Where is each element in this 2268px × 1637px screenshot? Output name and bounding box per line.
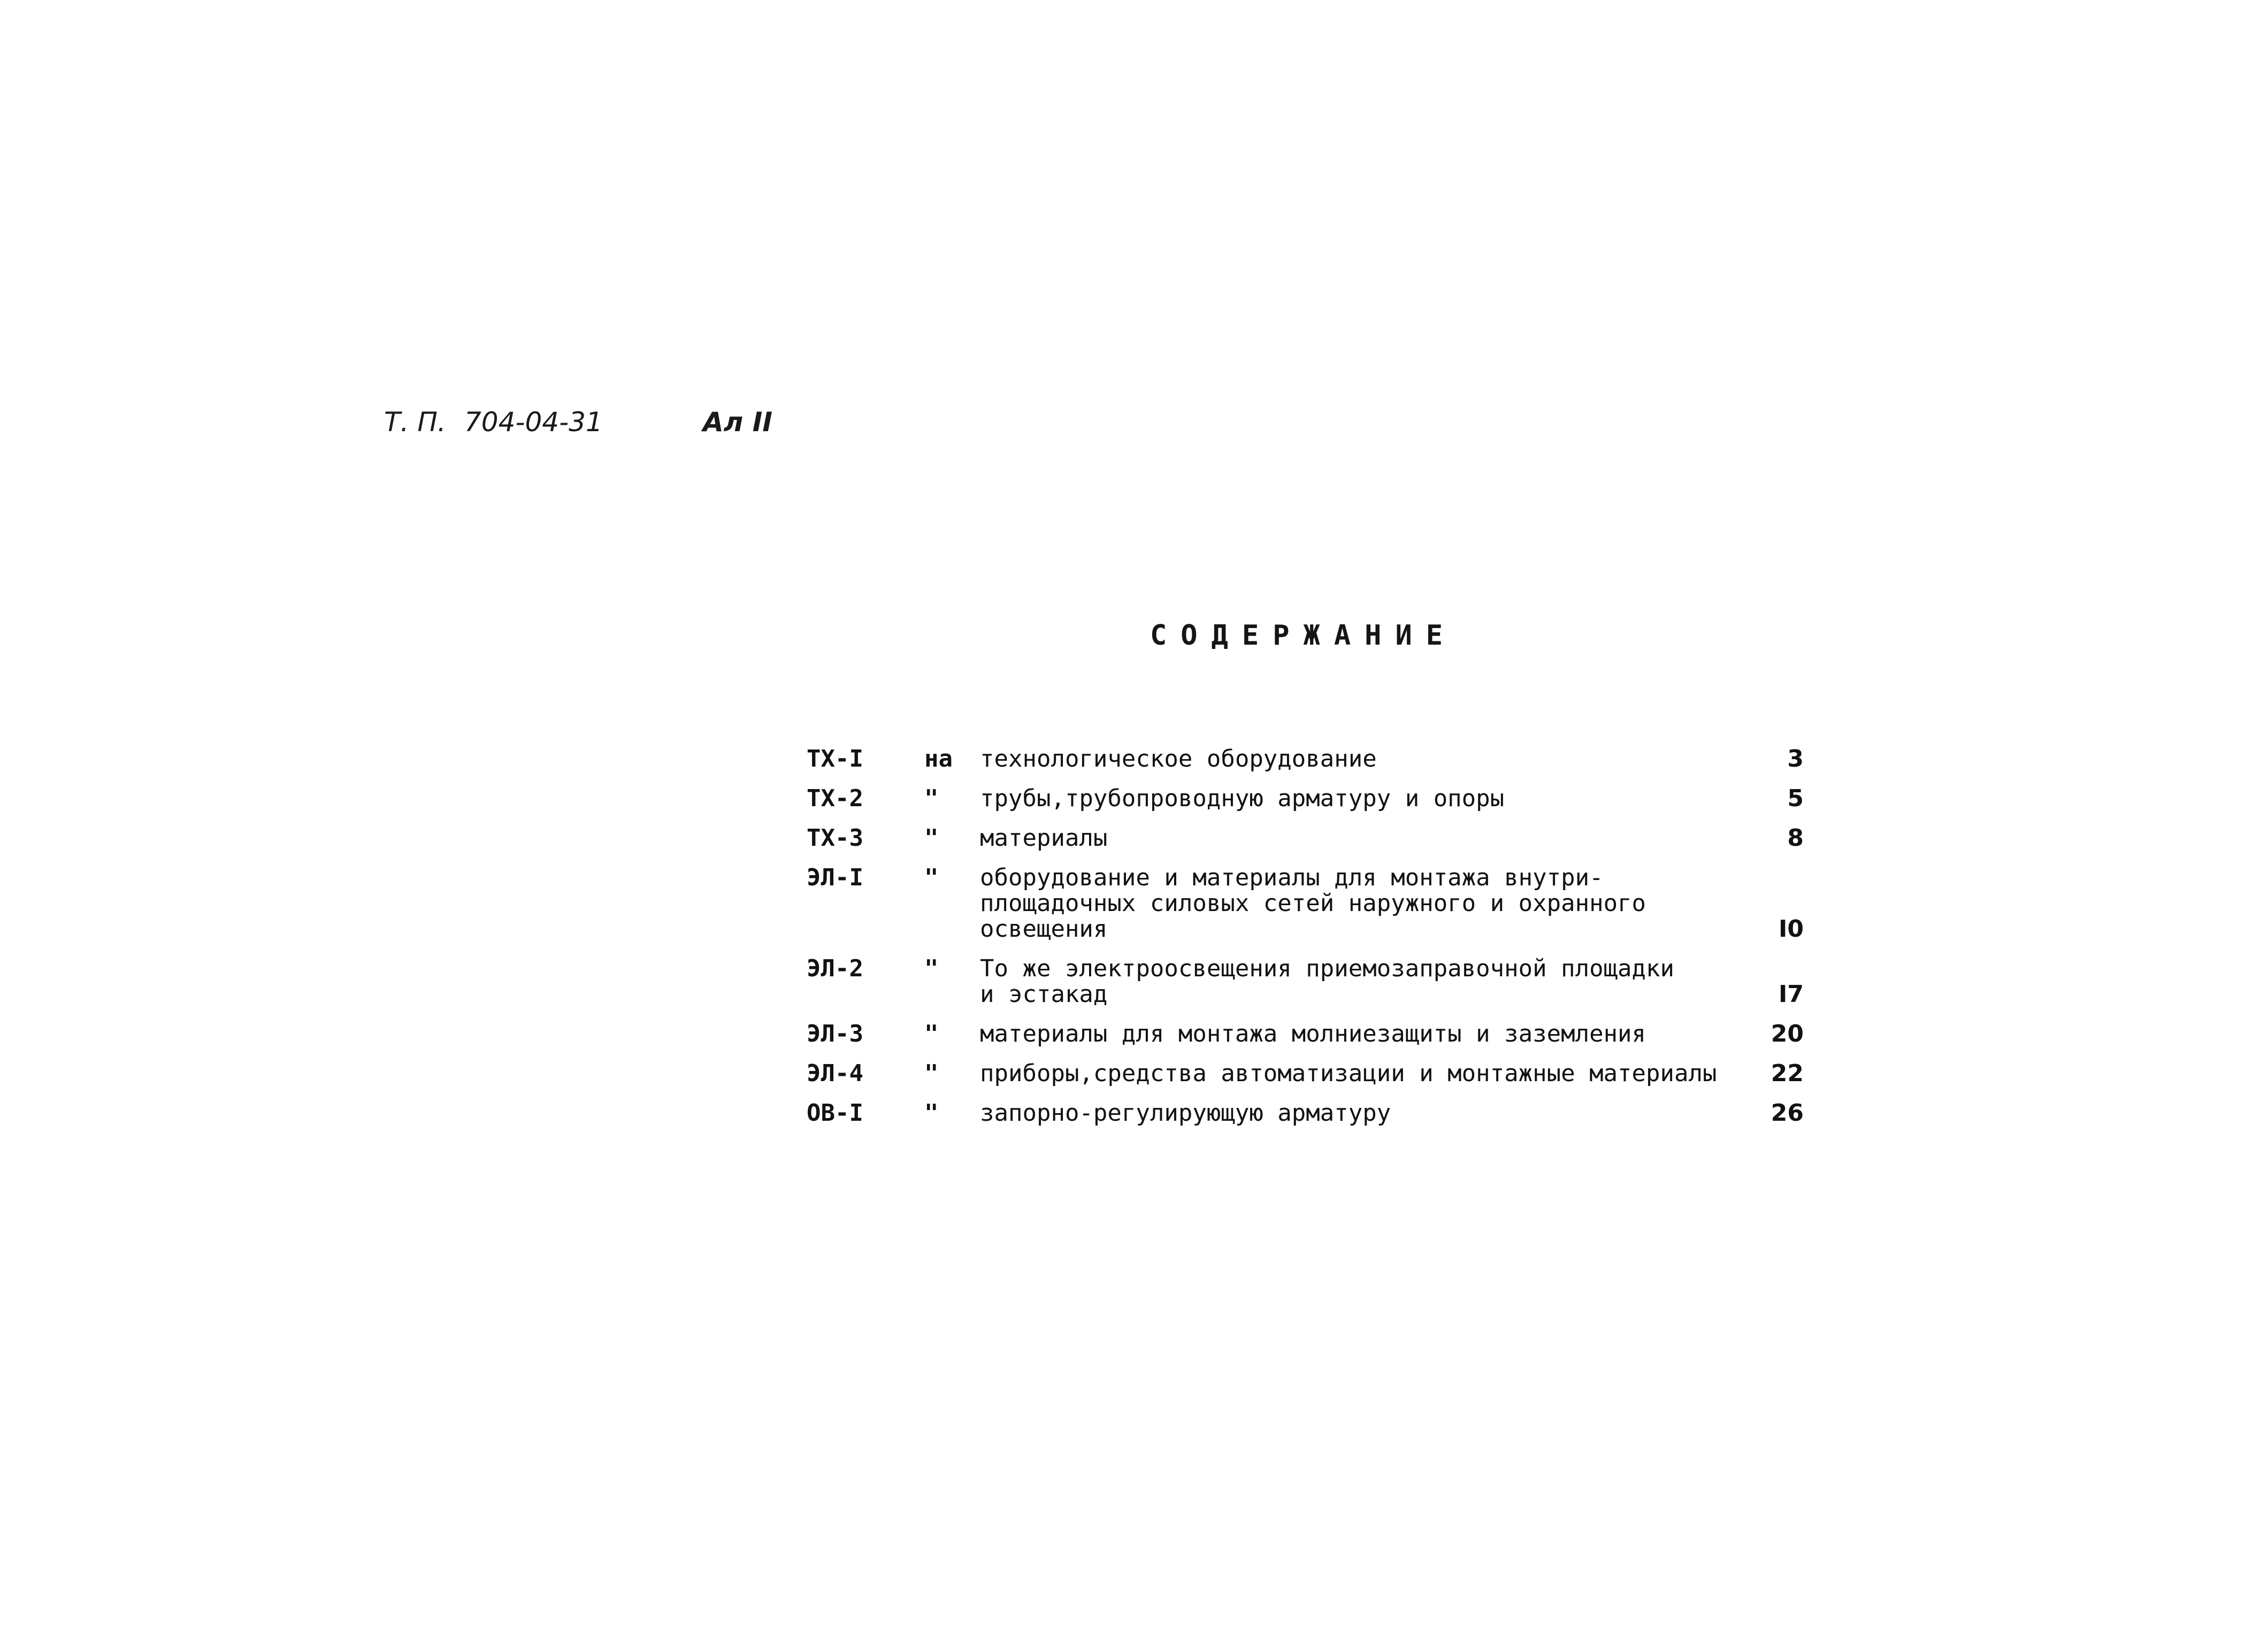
toc-prefix: " [924,1099,939,1127]
toc-description [980,825,1750,851]
toc-description-line: трубы,трубопроводную арматуру и опоры [980,785,1505,812]
toc-row [807,865,1807,942]
toc-page-number: 8 [1787,824,1804,852]
toc-prefix: на [924,745,953,772]
toc-description-line: площадочных силовых сетей наружного и охранного [980,890,1646,917]
toc-prefix: " [924,864,939,891]
table-of-contents [807,746,1807,1140]
toc-section-code: ЭЛ-3 [807,1020,863,1047]
toc-description-line: материалы [980,824,1108,852]
toc-description-line: оборудование и материалы для монтажа внутри- [980,864,1604,891]
toc-description-line: освещения [980,915,1108,943]
toc-section-code: ТХ-2 [807,785,863,812]
stamp-project-number: 704-04-31 [464,407,603,438]
toc-description [980,1100,1750,1126]
toc-description [980,1061,1750,1087]
toc-description-line: приборы,средства автоматизации и монтажные материалы [980,1060,1717,1087]
toc-page-number: 3 [1787,745,1804,772]
toc-description [980,1021,1750,1047]
toc-row [807,1021,1807,1047]
stamp-album: Ал II [703,407,772,438]
toc-prefix: " [924,1060,939,1087]
toc-section-code: ТХ-3 [807,824,863,852]
page-title: СОДЕРЖАНИЕ [1150,619,1457,652]
toc-description [980,865,1750,942]
toc-description-line: То же электроосвещения приемозаправочной площадки [980,955,1675,982]
toc-page-number: 26 [1771,1099,1804,1127]
toc-description-line: технологическое оборудование [980,745,1377,772]
toc-page-number: 22 [1771,1060,1804,1087]
toc-section-code: ЭЛ-2 [807,955,863,982]
toc-page-number: 5 [1787,785,1804,812]
toc-row [807,1061,1807,1087]
toc-prefix: " [924,1020,939,1047]
toc-prefix: " [924,785,939,812]
toc-page-number: I7 [1779,981,1804,1008]
toc-description [980,746,1750,772]
toc-row [807,956,1807,1007]
toc-row [807,1100,1807,1126]
toc-page-number: 20 [1771,1020,1804,1047]
toc-description-line: запорно-регулирующую арматуру [980,1099,1391,1127]
toc-section-code: ЭЛ-I [807,864,863,891]
toc-description-line: и эстакад [980,981,1108,1008]
toc-prefix: " [924,955,939,982]
toc-row [807,786,1807,812]
toc-page-number: I0 [1779,915,1804,943]
toc-description [980,956,1750,1007]
toc-prefix: " [924,824,939,852]
toc-section-code: ТХ-I [807,745,863,772]
toc-row [807,746,1807,772]
toc-row [807,825,1807,851]
toc-section-code: ЭЛ-4 [807,1060,863,1087]
toc-section-code: ОВ-I [807,1099,863,1127]
toc-description-line: материалы для монтажа молниезащиты и заземления [980,1020,1646,1047]
toc-description [980,786,1750,812]
stamp-series: Т. П. [384,407,446,438]
